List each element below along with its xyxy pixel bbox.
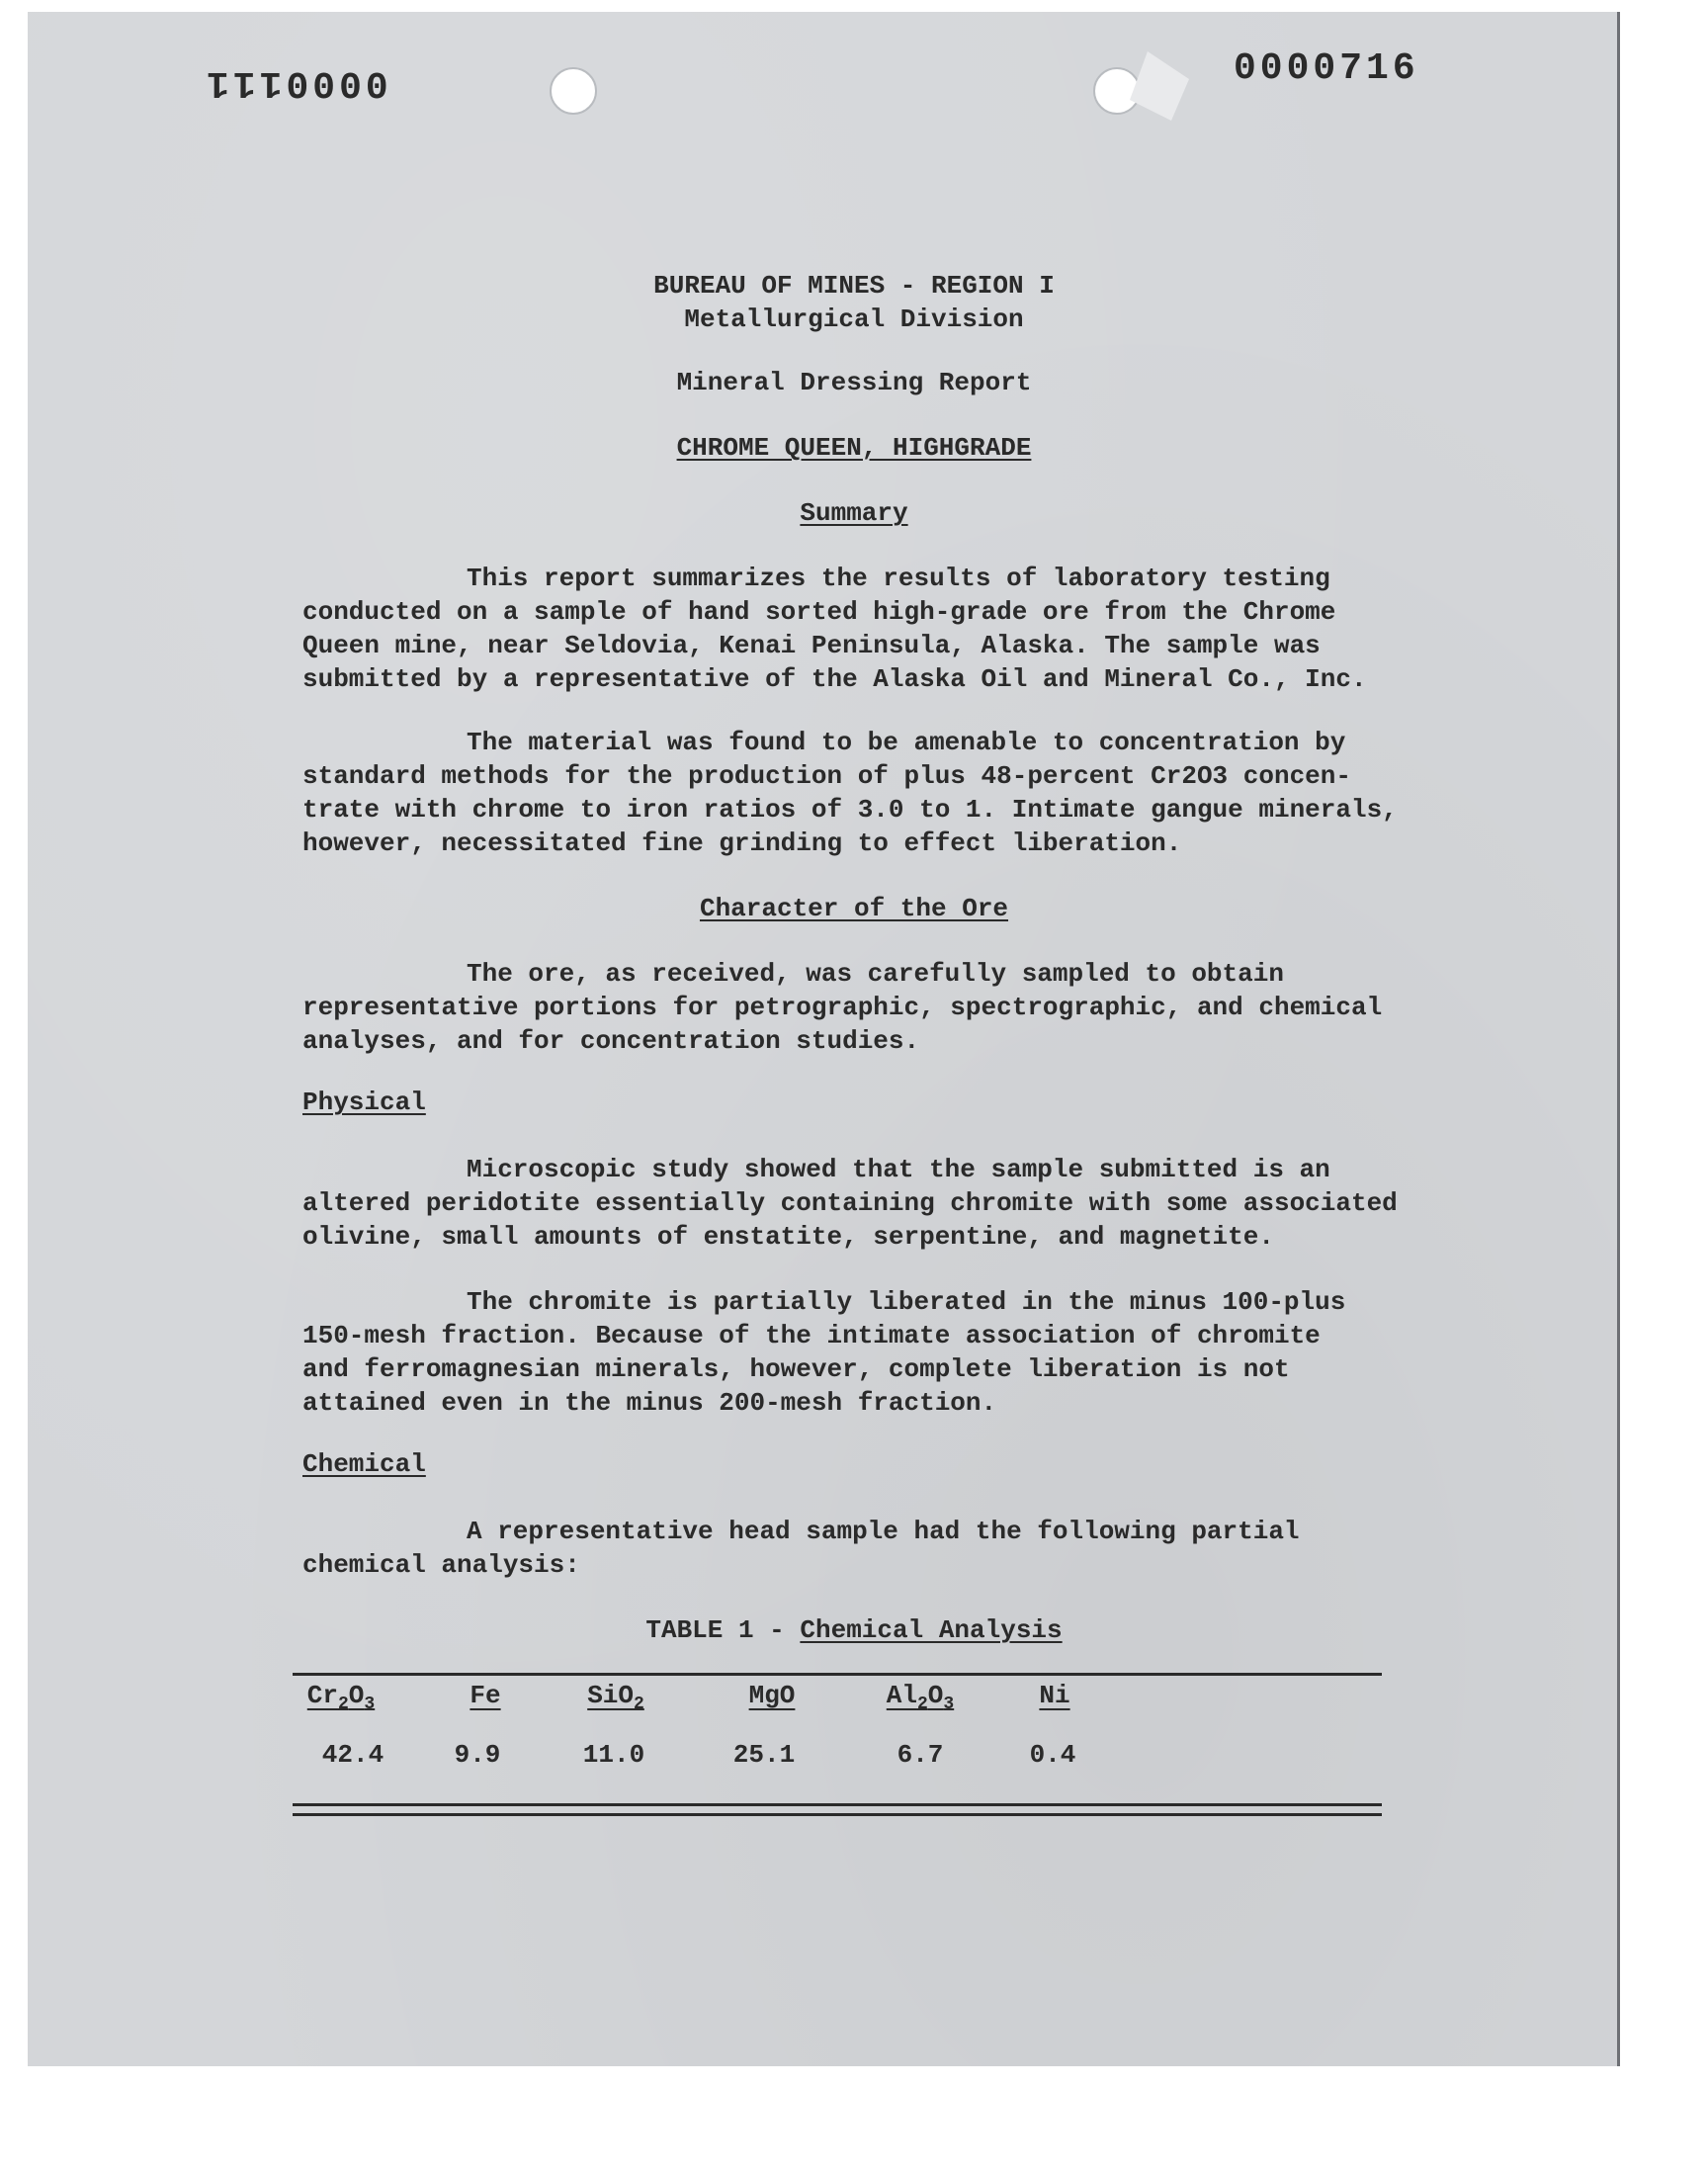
table-value-sio2: 11.0 xyxy=(582,1740,645,1770)
table-caption-text: Chemical Analysis xyxy=(800,1615,1063,1645)
chemical-paragraph: A representative head sample had the following partial chemical analysis: xyxy=(302,1517,1300,1580)
punch-hole-left xyxy=(550,67,597,115)
page-number-left: 0000111 xyxy=(203,61,388,104)
table-header-ni: Ni xyxy=(1039,1681,1070,1710)
summary-paragraph-1: This report summarizes the results of laboratory testing conducted on a sample of hand sorted high-grade ore from the Chrome Queen mine, near Seldovia, Kenai Peninsula, Alaska. The sample was submitted by a representative of the Alaska Oil and Mineral Co., Inc. xyxy=(302,564,1367,694)
summary-heading-text: Summary xyxy=(800,498,908,528)
physical-heading xyxy=(302,1088,426,1117)
summary-paragraph-2: The material was found to be amenable to concentration by standard methods for the production of plus 48-percent Cr2O3 concen- trate with chrome to iron ratios of 3.0 to 1. Intimate gangue minerals, however, necessitated fine grinding to effect liberation. xyxy=(302,728,1398,858)
table-value-ni: 0.4 xyxy=(1029,1740,1076,1770)
table-header-mgo: MgO xyxy=(748,1681,796,1710)
table-header-cr2o3: $Cr_2O_3$ xyxy=(306,1681,376,1715)
physical-paragraph-1: Microscopic study showed that the sample submitted is an altered peridotite essentially containing chromite with some associated olivine, small amounts of enstatite, serpentine, and magnetite. xyxy=(302,1155,1398,1252)
table-value-al2o3: 6.7 xyxy=(897,1740,944,1770)
table-value-cr2o3: 42.4 xyxy=(321,1740,384,1770)
table-top-rule xyxy=(293,1673,1382,1676)
physical-paragraph-2: The chromite is partially liberated in the minus 100-plus 150-mesh fraction. Because of the intimate association of chromite and ferromagnesian minerals, however, complete liberation is not attained even in the minus 200-mesh fraction. xyxy=(302,1287,1346,1418)
summary-heading xyxy=(0,496,1708,530)
report-title xyxy=(0,431,1708,465)
table-header-fe: Fe xyxy=(470,1681,501,1710)
physical-heading-text: Physical xyxy=(302,1088,426,1117)
table-value-mgo: 25.1 xyxy=(732,1740,796,1770)
character-paragraph: The ore, as received, was carefully sampled to obtain representative portions for petrographic, spectrographic, and chemical analyses, and for concentration studies. xyxy=(302,959,1383,1056)
report-type: Mineral Dressing Report xyxy=(676,368,1032,397)
chemical-heading xyxy=(302,1449,426,1479)
table-header-sio2: SiO$_2$ xyxy=(587,1681,644,1715)
header-line2: Metallurgical Division xyxy=(684,304,1024,334)
table-caption-prefix: TABLE 1 - xyxy=(645,1615,801,1645)
table-value-fe: 9.9 xyxy=(454,1740,501,1770)
table-bottom-rule-1 xyxy=(293,1803,1382,1806)
chemical-heading-text: Chemical xyxy=(302,1449,426,1479)
character-heading-text: Character of the Ore xyxy=(699,894,1009,923)
torn-corner xyxy=(1130,51,1189,121)
header-line1: BUREAU OF MINES - REGION I xyxy=(653,271,1055,301)
table-caption xyxy=(0,1613,1708,1647)
page-number-right: 0000716 xyxy=(1234,47,1419,90)
report-title-text: CHROME QUEEN, HIGHGRADE xyxy=(676,433,1032,463)
table-header-al2o3: $Al_2O_3$ xyxy=(886,1681,955,1715)
table-bottom-rule-2 xyxy=(293,1813,1382,1816)
character-heading xyxy=(0,892,1708,925)
